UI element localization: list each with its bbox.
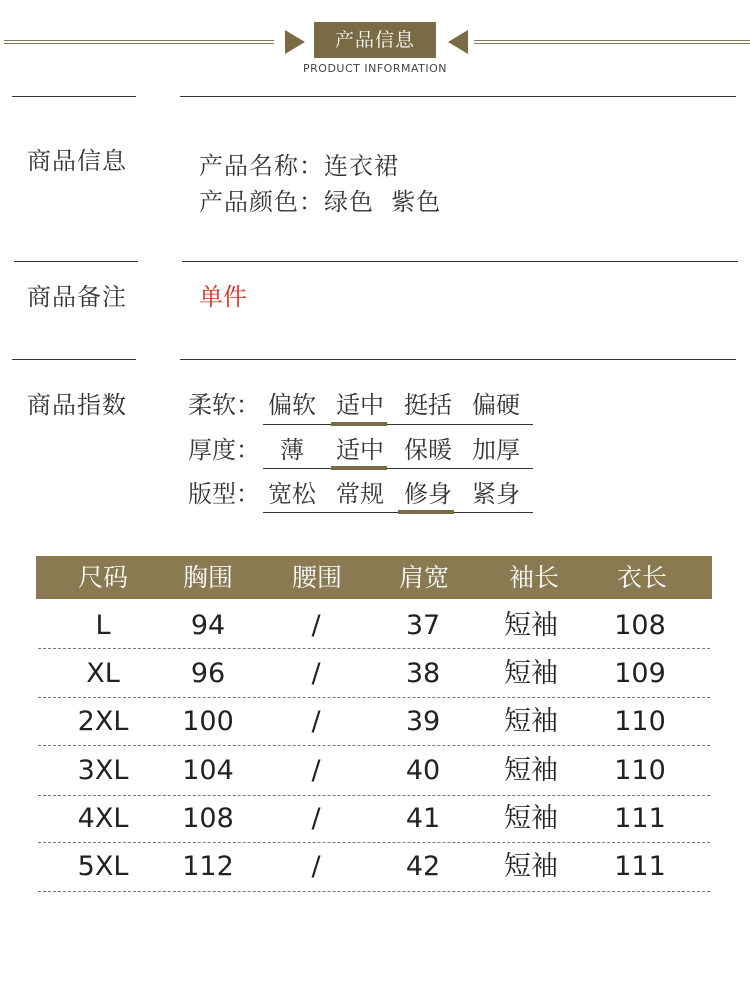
table-cell: 42 [405, 851, 441, 882]
table-cell: 短袖 [504, 803, 558, 834]
remark-value: 单件 [199, 283, 247, 311]
header-subtitle: PRODUCT INFORMATION [303, 62, 447, 75]
table-cell: 110 [614, 755, 666, 786]
header-rule-right [474, 40, 750, 44]
table-cell: / [311, 610, 321, 641]
divider [180, 96, 736, 97]
table-cell: 94 [190, 610, 226, 641]
size-table-header [36, 556, 712, 599]
table-cell: 4XL [77, 803, 129, 834]
table-cell: 104 [182, 755, 234, 786]
ribbon-tail-right [448, 30, 468, 54]
divider [14, 261, 138, 262]
index-option: 薄 [280, 436, 304, 464]
index-row-line [263, 468, 533, 469]
table-cell: 100 [182, 706, 234, 737]
table-cell: 41 [405, 803, 441, 834]
column-header-sleeve: 袖长 [508, 563, 559, 592]
table-cell: 108 [182, 803, 234, 834]
divider [12, 96, 136, 97]
table-cell: 112 [182, 851, 234, 882]
table-cell: 短袖 [504, 755, 558, 786]
table-cell: 109 [614, 658, 666, 689]
table-cell: 3XL [77, 755, 129, 786]
index-selected-marker [398, 510, 454, 514]
table-cell: / [311, 658, 321, 689]
table-cell: 2XL [77, 706, 129, 737]
index-option: 加厚 [472, 436, 520, 464]
table-cell: 37 [405, 610, 441, 641]
table-cell: 短袖 [504, 610, 558, 641]
table-cell: / [311, 755, 321, 786]
index-row-label: 厚度： [188, 436, 260, 464]
column-header-bust: 胸围 [182, 563, 233, 592]
index-selected-marker [331, 422, 387, 426]
index-row-label: 版型： [188, 480, 260, 508]
remark-label: 商品备注 [27, 283, 127, 311]
table-cell: / [311, 851, 321, 882]
index-option: 宽松 [268, 480, 316, 508]
product-name-line: 产品名称：连衣裙 [199, 152, 399, 180]
product-color-line: 产品颜色：绿色 紫色 [199, 188, 442, 216]
table-cell: 5XL [77, 851, 129, 882]
column-header-shoulder: 肩宽 [398, 563, 449, 592]
index-option: 偏硬 [472, 391, 520, 419]
table-cell: 39 [405, 706, 441, 737]
index-row-label: 柔软： [188, 391, 260, 419]
column-header-waist: 腰围 [291, 563, 342, 592]
table-cell: 96 [190, 658, 226, 689]
index-option: 常规 [336, 480, 384, 508]
header-title: 产品信息 [314, 22, 436, 58]
ribbon-tail-left [285, 30, 305, 54]
table-cell: 短袖 [504, 706, 558, 737]
index-option-selected: 适中 [336, 436, 384, 464]
divider [180, 359, 736, 360]
column-header-length: 衣长 [616, 563, 667, 592]
table-cell: 38 [405, 658, 441, 689]
table-cell: 110 [614, 706, 666, 737]
index-option-selected: 修身 [404, 480, 452, 508]
index-option-selected: 适中 [336, 391, 384, 419]
index-option: 紧身 [472, 480, 520, 508]
index-row-line [263, 424, 533, 425]
table-cell: 111 [614, 803, 666, 834]
table-row-divider [38, 648, 710, 649]
table-cell: 111 [614, 851, 666, 882]
table-cell: 40 [405, 755, 441, 786]
table-cell: XL [86, 658, 120, 689]
index-option: 挺括 [404, 391, 452, 419]
table-cell: 短袖 [504, 658, 558, 689]
product-info-label: 商品信息 [27, 147, 127, 175]
table-row-divider [38, 745, 710, 746]
index-selected-marker [331, 466, 387, 470]
column-header-size: 尺码 [77, 563, 128, 592]
table-cell: 短袖 [504, 851, 558, 882]
divider [182, 261, 738, 262]
table-cell: / [311, 706, 321, 737]
table-cell: / [311, 803, 321, 834]
index-option: 保暖 [404, 436, 452, 464]
index-option: 偏软 [268, 391, 316, 419]
table-cell: L [95, 610, 111, 641]
header-rule-left [4, 40, 274, 44]
table-row-divider [38, 891, 710, 892]
divider [12, 359, 136, 360]
index-label: 商品指数 [27, 391, 127, 419]
table-cell: 108 [614, 610, 666, 641]
